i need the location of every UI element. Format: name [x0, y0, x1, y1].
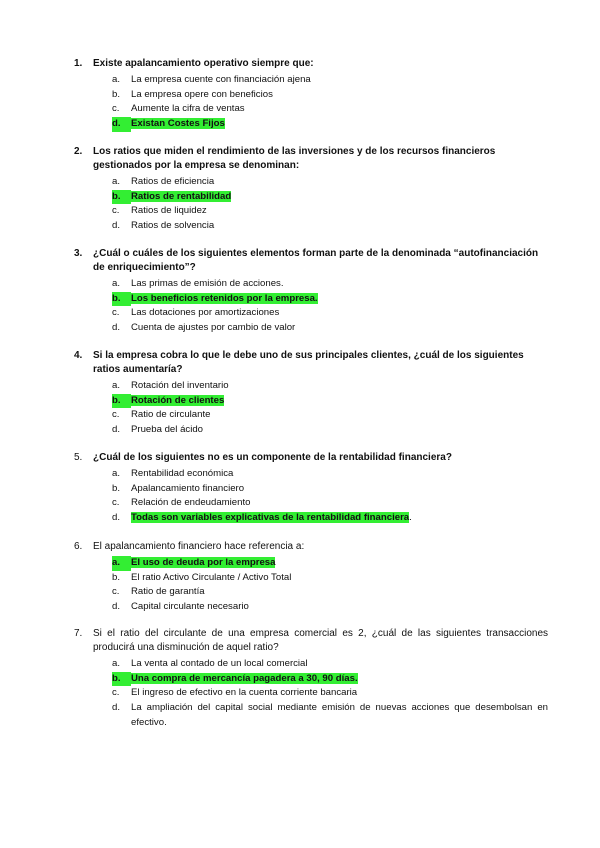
option-text: La empresa opere con beneficios	[131, 88, 273, 100]
option-b	[74, 88, 548, 103]
option-letter: d.	[112, 220, 121, 232]
option-c	[74, 585, 548, 600]
question-text: ¿Cuál o cuáles de los siguientes elementos forman parte de la denominada “autofinanciación de enriquecimiento”?	[93, 248, 539, 273]
option-letter: c.	[112, 586, 120, 598]
option-letter: c.	[112, 205, 120, 217]
option-c	[74, 102, 548, 117]
option-letter: d.	[112, 512, 121, 524]
option-letter: a.	[112, 380, 121, 391]
option-letter: a.	[112, 556, 131, 571]
correct-answer-highlight: Todas son variables explicativas de la rentabilidad financiera	[131, 512, 410, 524]
option-letter: b.	[112, 482, 121, 494]
correct-answer-highlight: El uso de deuda por la empresa	[131, 557, 276, 568]
option-text: Ratio de circulante	[131, 409, 211, 421]
option-d	[74, 423, 548, 438]
option-c	[74, 204, 548, 219]
option-text: La venta al contado de un local comercial	[131, 658, 308, 669]
option-letter: b.	[112, 394, 131, 409]
question-6	[74, 540, 548, 615]
option-letter: d.	[112, 601, 121, 613]
option-letter: c.	[112, 307, 120, 319]
option-letter: b.	[112, 672, 131, 687]
option-letter: a.	[112, 278, 121, 289]
question-3	[74, 247, 548, 336]
option-letter: d.	[112, 322, 121, 334]
option-b	[74, 571, 548, 586]
question-number: 4.	[74, 350, 83, 361]
option-letter: d.	[112, 424, 121, 436]
option-text: La ampliación del capital social mediante emisión de nuevas acciones que desembolsan en efectivo.	[131, 702, 548, 728]
option-text: Ratio de garantía	[131, 586, 205, 598]
option-b-correct	[74, 672, 548, 687]
question-text: ¿Cuál de los siguientes no es un componente de la rentabilidad financiera?	[93, 452, 452, 463]
question-number: 3.	[74, 248, 83, 259]
option-d	[74, 701, 548, 730]
correct-answer-highlight: Rotación de clientes	[131, 394, 225, 406]
correct-answer-highlight: Los beneficios retenidos por la empresa.	[131, 292, 318, 304]
option-a	[74, 175, 548, 190]
option-d-correct	[74, 117, 548, 132]
question-text: Los ratios que miden el rendimiento de las inversiones y de los recursos financieros gestionados por la empresa se denominan:	[93, 146, 496, 171]
option-letter: b.	[112, 190, 131, 205]
option-text: Ratios de solvencia	[131, 220, 215, 232]
question-text: Si la empresa cobra lo que le debe uno de sus principales clientes, ¿cuál de los siguientes ratios aumentaría?	[93, 350, 524, 375]
option-text: Relación de endeudamiento	[131, 497, 251, 509]
option-a	[74, 467, 548, 482]
question-4	[74, 349, 548, 438]
option-c	[74, 306, 548, 321]
option-text: Apalancamiento financiero	[131, 482, 245, 494]
question-number: 1.	[74, 58, 83, 69]
question-7	[74, 627, 548, 731]
question-5	[74, 451, 548, 526]
option-text: Cuenta de ajustes por cambio de valor	[131, 322, 296, 334]
option-letter: d.	[112, 117, 131, 132]
option-a	[74, 657, 548, 672]
option-letter: a.	[112, 176, 121, 187]
option-text: Las dotaciones por amortizaciones	[131, 307, 280, 319]
option-letter: c.	[112, 687, 120, 699]
option-letter: b.	[112, 88, 121, 100]
option-suffix: .	[409, 512, 412, 524]
option-letter: b.	[112, 292, 131, 307]
option-letter: c.	[112, 103, 120, 115]
option-letter: b.	[112, 571, 121, 583]
option-c	[74, 408, 548, 423]
option-letter: d.	[112, 702, 121, 714]
option-text: Capital circulante necesario	[131, 601, 249, 613]
correct-answer-highlight: Ratios de rentabilidad	[131, 190, 232, 202]
option-letter: a.	[112, 658, 121, 669]
option-letter: a.	[112, 468, 121, 479]
option-text: Aumente la cifra de ventas	[131, 103, 245, 115]
option-text: Ratios de eficiencia	[131, 176, 215, 187]
option-a	[74, 379, 548, 394]
question-2	[74, 145, 548, 234]
option-text: Las primas de emisión de acciones.	[131, 278, 284, 289]
question-text: Si el ratio del circulante de una empresa comercial es 2, ¿cuál de las siguientes transacciones producirá una disminución de aquel ratio?	[93, 628, 548, 653]
option-c	[74, 686, 548, 701]
option-text: Ratios de liquidez	[131, 205, 207, 217]
question-number: 7.	[74, 628, 83, 639]
option-a	[74, 277, 548, 292]
option-text: El ratio Activo Circulante / Activo Total	[131, 571, 292, 583]
option-d-correct	[74, 511, 548, 526]
correct-answer-highlight: Una compra de mercancía pagadera a 30, 90 días.	[131, 672, 358, 684]
option-d	[74, 600, 548, 615]
option-text: Prueba del ácido	[131, 424, 204, 436]
question-number: 2.	[74, 146, 83, 157]
option-d	[74, 219, 548, 234]
question-1	[74, 57, 548, 132]
option-text: Rentabilidad económica	[131, 468, 234, 479]
option-text: Rotación del inventario	[131, 380, 229, 391]
question-number: 5.	[74, 452, 83, 463]
option-letter: a.	[112, 74, 121, 85]
option-a	[74, 73, 548, 88]
correct-answer-highlight: Existan Costes Fijos	[131, 118, 225, 130]
option-b-correct	[74, 394, 548, 409]
question-number: 6.	[74, 541, 83, 552]
option-a-correct	[74, 556, 548, 571]
option-b	[74, 482, 548, 497]
option-text: La empresa cuente con financiación ajena	[131, 74, 311, 85]
option-b-correct	[74, 292, 548, 307]
option-d	[74, 321, 548, 336]
option-letter: c.	[112, 497, 120, 509]
option-b-correct	[74, 190, 548, 205]
option-letter: c.	[112, 409, 120, 421]
option-c	[74, 496, 548, 511]
option-text: El ingreso de efectivo en la cuenta corriente bancaria	[131, 687, 358, 699]
question-text: Existe apalancamiento operativo siempre que:	[93, 58, 314, 69]
question-text: El apalancamiento financiero hace referencia a:	[93, 541, 305, 552]
